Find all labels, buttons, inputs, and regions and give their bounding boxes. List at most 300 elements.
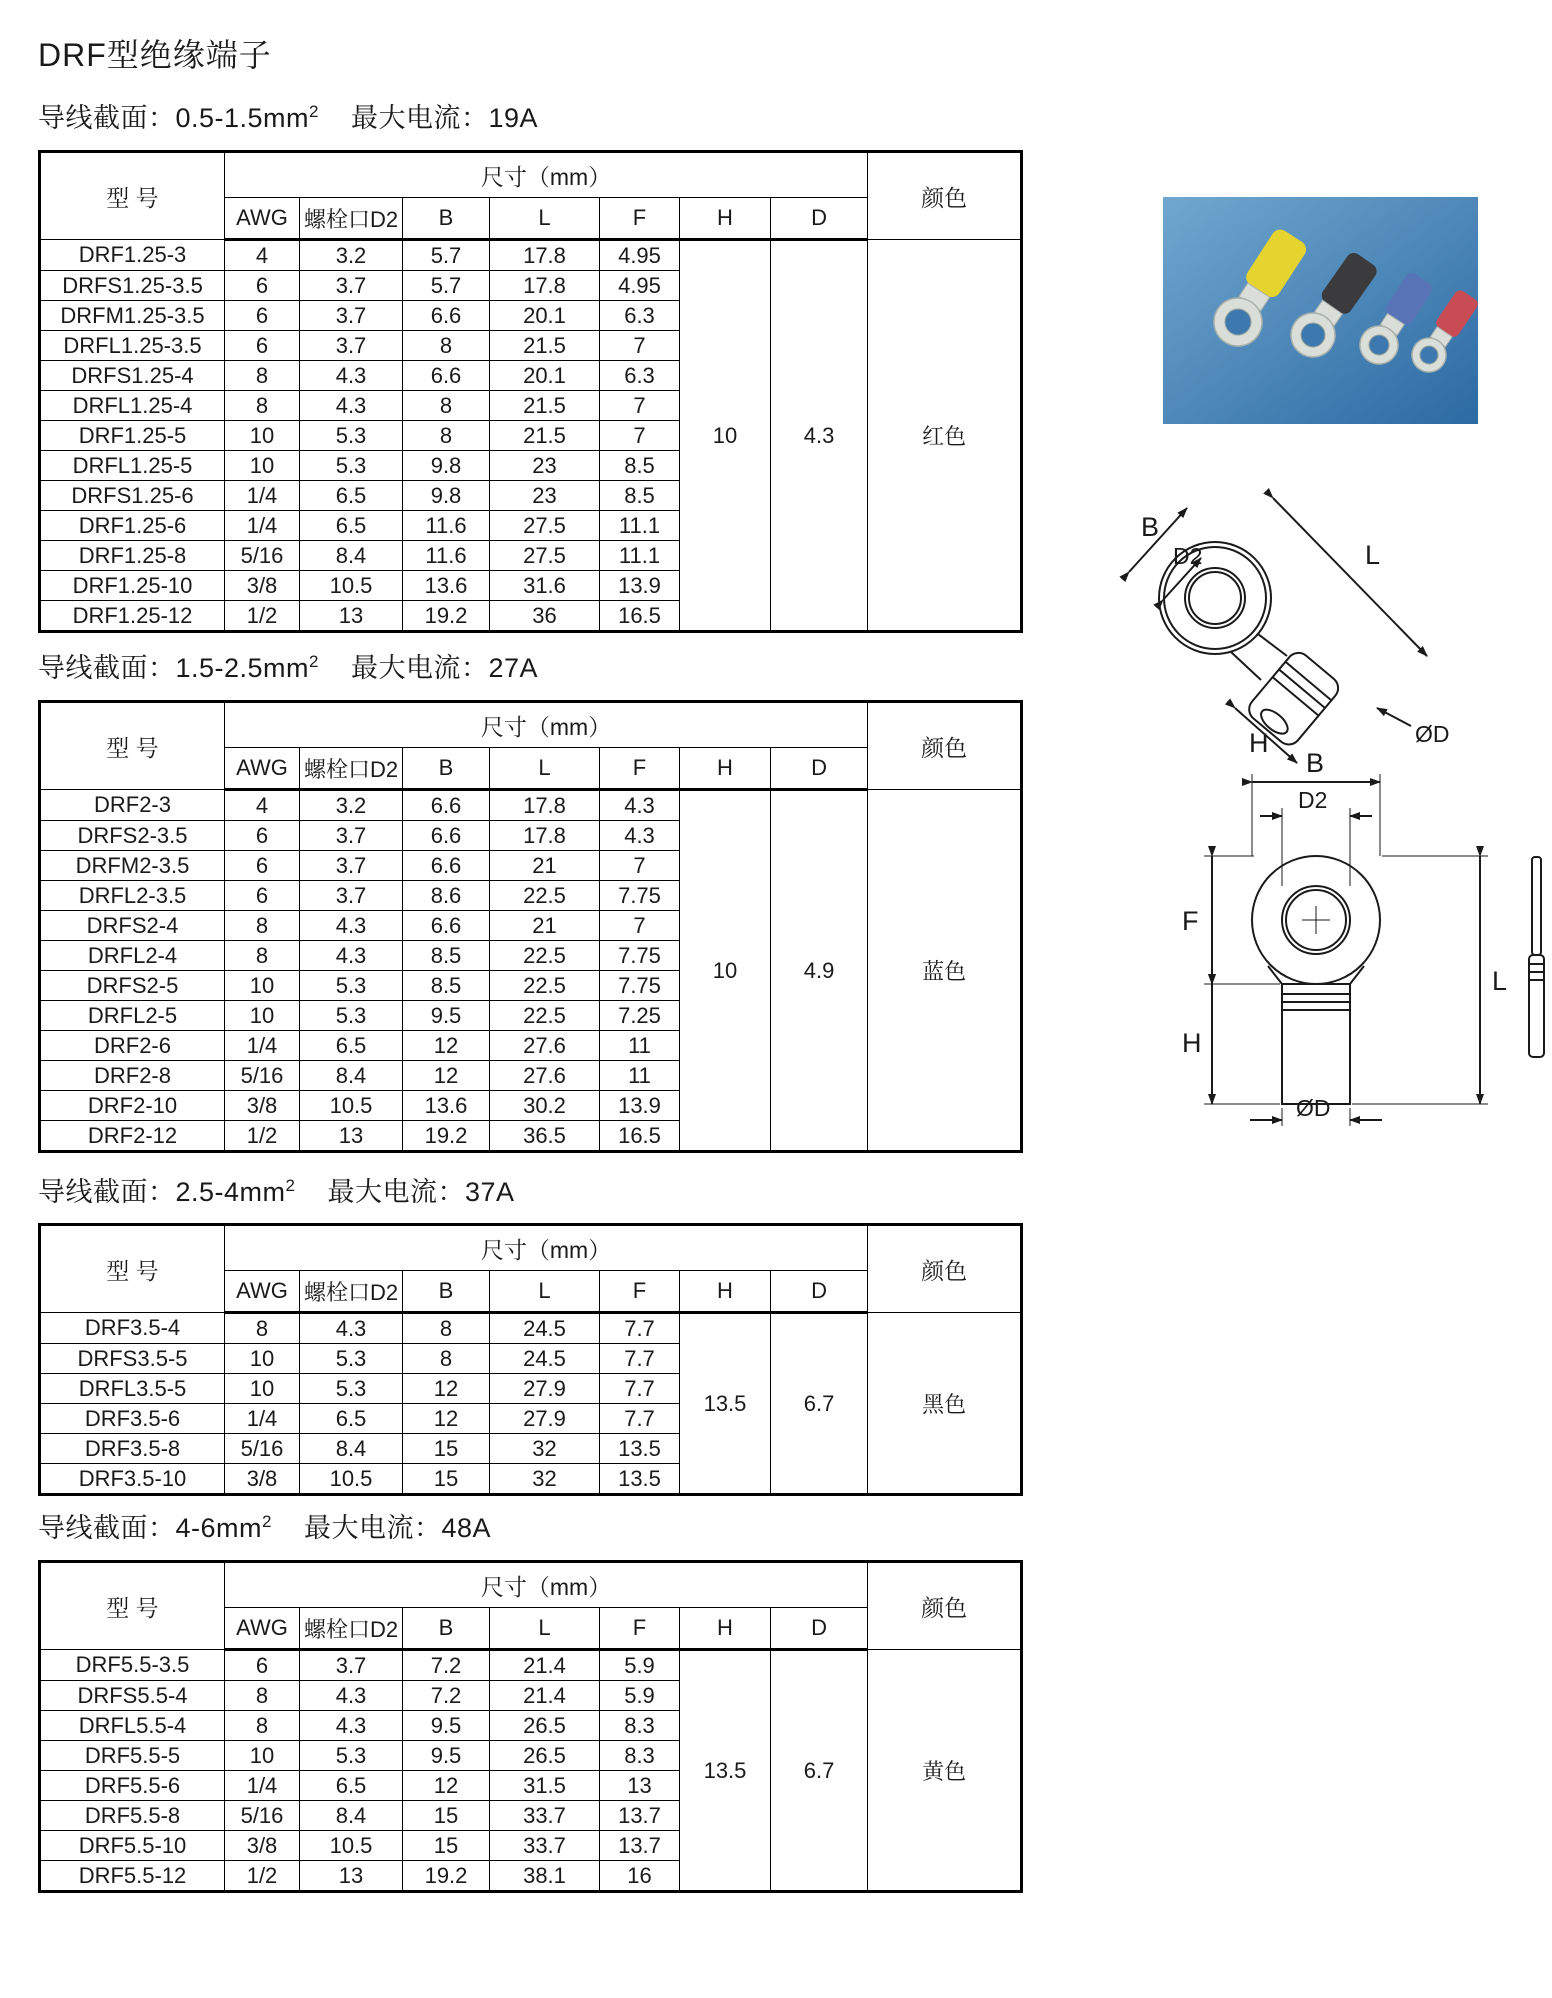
model-cell: DRFL2-4 bbox=[40, 941, 225, 971]
f-value-cell: 7 bbox=[600, 391, 680, 421]
h-header: H bbox=[680, 1608, 771, 1650]
dim-label-b: B bbox=[1306, 752, 1325, 778]
f-value-cell: 8.5 bbox=[600, 481, 680, 511]
orthographic-dimension-diagram bbox=[1150, 752, 1552, 1134]
b-value-cell: 12 bbox=[403, 1031, 490, 1061]
f-value-cell: 7 bbox=[600, 421, 680, 451]
awg-value-cell: 4 bbox=[225, 790, 300, 821]
wire-section-label: 导线截面： bbox=[38, 1513, 176, 1543]
f-value-cell: 7.7 bbox=[600, 1344, 680, 1374]
awg-value-cell: 3/8 bbox=[225, 571, 300, 601]
model-cell: DRF5.5-10 bbox=[40, 1831, 225, 1861]
dim-label-h: H bbox=[1182, 1028, 1202, 1058]
d-merged-cell: 4.9 bbox=[771, 790, 868, 1152]
size-header: 尺寸（mm） bbox=[225, 702, 868, 748]
awg-value-cell: 1/2 bbox=[225, 1861, 300, 1892]
d2-value-cell: 8.4 bbox=[300, 1061, 403, 1091]
b-value-cell: 8 bbox=[403, 331, 490, 361]
dim-label-d2: D2 bbox=[1298, 787, 1328, 813]
l-value-cell: 23 bbox=[490, 451, 600, 481]
model-cell: DRF2-10 bbox=[40, 1091, 225, 1121]
model-cell: DRF2-3 bbox=[40, 790, 225, 821]
awg-value-cell: 5/16 bbox=[225, 1801, 300, 1831]
product-photo bbox=[1163, 197, 1478, 424]
model-cell: DRF1.25-5 bbox=[40, 421, 225, 451]
color-merged-cell: 蓝色 bbox=[868, 790, 1022, 1152]
l-value-cell: 22.5 bbox=[490, 881, 600, 911]
size-header: 尺寸（mm） bbox=[225, 152, 868, 198]
d-merged-cell: 6.7 bbox=[771, 1313, 868, 1495]
f-value-cell: 4.95 bbox=[600, 240, 680, 271]
l-header: L bbox=[490, 748, 600, 790]
l-value-cell: 32 bbox=[490, 1434, 600, 1464]
color-merged-cell: 黄色 bbox=[868, 1650, 1022, 1892]
size-header: 尺寸（mm） bbox=[225, 1225, 868, 1271]
ring-terminals-photo bbox=[1163, 197, 1478, 424]
b-value-cell: 8.6 bbox=[403, 881, 490, 911]
awg-value-cell: 10 bbox=[225, 1374, 300, 1404]
awg-value-cell: 1/4 bbox=[225, 481, 300, 511]
section-3-subtitle bbox=[38, 1170, 515, 1209]
l-value-cell: 21.4 bbox=[490, 1650, 600, 1681]
model-header: 型 号 bbox=[40, 1562, 225, 1650]
max-current-label: 最大电流： bbox=[327, 1177, 465, 1207]
f-header: F bbox=[600, 748, 680, 790]
f-value-cell: 13.7 bbox=[600, 1831, 680, 1861]
f-value-cell: 16.5 bbox=[600, 1121, 680, 1152]
table-row bbox=[40, 790, 1022, 821]
b-value-cell: 13.6 bbox=[403, 571, 490, 601]
b-value-cell: 9.5 bbox=[403, 1741, 490, 1771]
d2-value-cell: 3.7 bbox=[300, 1650, 403, 1681]
d2-value-cell: 5.3 bbox=[300, 1001, 403, 1031]
f-value-cell: 7.25 bbox=[600, 1001, 680, 1031]
d2-value-cell: 4.3 bbox=[300, 911, 403, 941]
f-header: F bbox=[600, 1608, 680, 1650]
l-value-cell: 21.5 bbox=[490, 391, 600, 421]
h-merged-cell: 13.5 bbox=[680, 1313, 771, 1495]
b-value-cell: 9.5 bbox=[403, 1001, 490, 1031]
d2-value-cell: 3.7 bbox=[300, 271, 403, 301]
b-value-cell: 6.6 bbox=[403, 821, 490, 851]
l-value-cell: 27.5 bbox=[490, 511, 600, 541]
max-current-value: 27A bbox=[488, 653, 539, 683]
awg-value-cell: 8 bbox=[225, 941, 300, 971]
b-header: B bbox=[403, 1271, 490, 1313]
f-value-cell: 11.1 bbox=[600, 511, 680, 541]
d2-value-cell: 4.3 bbox=[300, 361, 403, 391]
model-cell: DRF2-6 bbox=[40, 1031, 225, 1061]
l-header: L bbox=[490, 1608, 600, 1650]
h-merged-cell: 10 bbox=[680, 790, 771, 1152]
wire-section-label: 导线截面： bbox=[38, 103, 176, 133]
f-value-cell: 7.75 bbox=[600, 941, 680, 971]
b-value-cell: 8 bbox=[403, 1313, 490, 1344]
d2-value-cell: 6.5 bbox=[300, 1404, 403, 1434]
awg-value-cell: 1/4 bbox=[225, 1404, 300, 1434]
bolt-d2-header: 螺栓口D2 bbox=[300, 1271, 403, 1313]
d2-value-cell: 6.5 bbox=[300, 511, 403, 541]
d2-value-cell: 3.7 bbox=[300, 821, 403, 851]
h-header: H bbox=[680, 1271, 771, 1313]
awg-value-cell: 6 bbox=[225, 821, 300, 851]
b-value-cell: 19.2 bbox=[403, 601, 490, 632]
model-cell: DRFL1.25-4 bbox=[40, 391, 225, 421]
section-4-subtitle bbox=[38, 1506, 491, 1545]
model-header: 型 号 bbox=[40, 702, 225, 790]
dim-label-b: B bbox=[1141, 512, 1160, 542]
b-value-cell: 8.5 bbox=[403, 971, 490, 1001]
model-cell: DRFS2-5 bbox=[40, 971, 225, 1001]
b-value-cell: 12 bbox=[403, 1374, 490, 1404]
model-cell: DRFS1.25-3.5 bbox=[40, 271, 225, 301]
l-value-cell: 27.9 bbox=[490, 1404, 600, 1434]
awg-value-cell: 6 bbox=[225, 301, 300, 331]
d-merged-cell: 4.3 bbox=[771, 240, 868, 632]
max-current-label: 最大电流： bbox=[351, 103, 489, 133]
model-cell: DRF3.5-8 bbox=[40, 1434, 225, 1464]
d-merged-cell: 6.7 bbox=[771, 1650, 868, 1892]
wire-section-range: 0.5-1.5mm bbox=[175, 103, 310, 133]
b-value-cell: 19.2 bbox=[403, 1861, 490, 1892]
f-value-cell: 8.3 bbox=[600, 1741, 680, 1771]
d-header: D bbox=[771, 748, 868, 790]
model-cell: DRFS2-4 bbox=[40, 911, 225, 941]
b-value-cell: 8 bbox=[403, 421, 490, 451]
color-merged-cell: 黑色 bbox=[868, 1313, 1022, 1495]
squared-exponent: 2 bbox=[309, 102, 320, 121]
model-cell: DRF2-8 bbox=[40, 1061, 225, 1091]
dim-label-l: L bbox=[1492, 966, 1508, 996]
table-row bbox=[40, 1313, 1022, 1344]
l-value-cell: 22.5 bbox=[490, 1001, 600, 1031]
color-header: 颜色 bbox=[868, 152, 1022, 240]
d2-value-cell: 5.3 bbox=[300, 1741, 403, 1771]
spec-table-1 bbox=[38, 150, 1023, 633]
bolt-d2-header: 螺栓口D2 bbox=[300, 748, 403, 790]
b-value-cell: 6.6 bbox=[403, 790, 490, 821]
d-header: D bbox=[771, 1271, 868, 1313]
b-value-cell: 19.2 bbox=[403, 1121, 490, 1152]
awg-value-cell: 8 bbox=[225, 391, 300, 421]
awg-value-cell: 4 bbox=[225, 240, 300, 271]
d2-value-cell: 8.4 bbox=[300, 1801, 403, 1831]
model-cell: DRFM2-3.5 bbox=[40, 851, 225, 881]
f-value-cell: 11 bbox=[600, 1031, 680, 1061]
dim-label-od: ØD bbox=[1296, 1095, 1331, 1121]
dim-label-h: H bbox=[1249, 728, 1269, 758]
b-value-cell: 15 bbox=[403, 1831, 490, 1861]
l-value-cell: 27.5 bbox=[490, 541, 600, 571]
b-value-cell: 6.6 bbox=[403, 911, 490, 941]
spec-table-3 bbox=[38, 1223, 1023, 1496]
awg-value-cell: 8 bbox=[225, 911, 300, 941]
l-value-cell: 20.1 bbox=[490, 361, 600, 391]
d2-value-cell: 10.5 bbox=[300, 1464, 403, 1495]
l-value-cell: 38.1 bbox=[490, 1861, 600, 1892]
l-value-cell: 24.5 bbox=[490, 1344, 600, 1374]
model-cell: DRF3.5-4 bbox=[40, 1313, 225, 1344]
awg-header: AWG bbox=[225, 1271, 300, 1313]
d2-value-cell: 3.7 bbox=[300, 851, 403, 881]
awg-header: AWG bbox=[225, 748, 300, 790]
bolt-d2-header: 螺栓口D2 bbox=[300, 1608, 403, 1650]
l-value-cell: 17.8 bbox=[490, 240, 600, 271]
b-value-cell: 12 bbox=[403, 1061, 490, 1091]
d2-value-cell: 5.3 bbox=[300, 451, 403, 481]
l-value-cell: 22.5 bbox=[490, 941, 600, 971]
b-header: B bbox=[403, 748, 490, 790]
f-value-cell: 7.7 bbox=[600, 1313, 680, 1344]
d2-value-cell: 10.5 bbox=[300, 1831, 403, 1861]
f-value-cell: 7 bbox=[600, 851, 680, 881]
l-value-cell: 26.5 bbox=[490, 1711, 600, 1741]
l-value-cell: 33.7 bbox=[490, 1801, 600, 1831]
b-value-cell: 11.6 bbox=[403, 541, 490, 571]
model-cell: DRF5.5-8 bbox=[40, 1801, 225, 1831]
wire-section-range: 1.5-2.5mm bbox=[175, 653, 310, 683]
awg-value-cell: 5/16 bbox=[225, 1434, 300, 1464]
table-row bbox=[40, 1650, 1022, 1681]
l-value-cell: 21 bbox=[490, 911, 600, 941]
d2-value-cell: 3.2 bbox=[300, 790, 403, 821]
model-cell: DRFL1.25-3.5 bbox=[40, 331, 225, 361]
awg-value-cell: 10 bbox=[225, 421, 300, 451]
f-value-cell: 13.9 bbox=[600, 571, 680, 601]
d2-value-cell: 4.3 bbox=[300, 1681, 403, 1711]
b-value-cell: 12 bbox=[403, 1404, 490, 1434]
model-cell: DRFS1.25-4 bbox=[40, 361, 225, 391]
awg-header: AWG bbox=[225, 198, 300, 240]
b-value-cell: 15 bbox=[403, 1801, 490, 1831]
d2-value-cell: 3.7 bbox=[300, 301, 403, 331]
max-current-value: 19A bbox=[488, 103, 539, 133]
d2-value-cell: 5.3 bbox=[300, 1344, 403, 1374]
b-value-cell: 9.8 bbox=[403, 451, 490, 481]
awg-value-cell: 8 bbox=[225, 1681, 300, 1711]
b-header: B bbox=[403, 198, 490, 240]
awg-value-cell: 5/16 bbox=[225, 541, 300, 571]
d2-value-cell: 3.7 bbox=[300, 331, 403, 361]
color-header: 颜色 bbox=[868, 702, 1022, 790]
b-value-cell: 9.8 bbox=[403, 481, 490, 511]
b-header: B bbox=[403, 1608, 490, 1650]
f-value-cell: 6.3 bbox=[600, 361, 680, 391]
f-value-cell: 4.95 bbox=[600, 271, 680, 301]
squared-exponent: 2 bbox=[309, 652, 320, 671]
b-value-cell: 15 bbox=[403, 1464, 490, 1495]
d2-value-cell: 8.4 bbox=[300, 1434, 403, 1464]
awg-value-cell: 8 bbox=[225, 1711, 300, 1741]
l-value-cell: 17.8 bbox=[490, 821, 600, 851]
max-current-value: 37A bbox=[465, 1177, 515, 1207]
dim-label-l: L bbox=[1365, 540, 1381, 570]
model-cell: DRFL2-5 bbox=[40, 1001, 225, 1031]
f-value-cell: 8.5 bbox=[600, 451, 680, 481]
model-header: 型 号 bbox=[40, 152, 225, 240]
awg-value-cell: 3/8 bbox=[225, 1464, 300, 1495]
awg-value-cell: 6 bbox=[225, 331, 300, 361]
f-value-cell: 7.75 bbox=[600, 971, 680, 1001]
b-value-cell: 7.2 bbox=[403, 1650, 490, 1681]
section-2-subtitle bbox=[38, 646, 538, 685]
d2-value-cell: 4.3 bbox=[300, 1711, 403, 1741]
f-header: F bbox=[600, 198, 680, 240]
f-value-cell: 13.5 bbox=[600, 1434, 680, 1464]
awg-value-cell: 8 bbox=[225, 361, 300, 391]
d2-value-cell: 8.4 bbox=[300, 541, 403, 571]
color-header: 颜色 bbox=[868, 1562, 1022, 1650]
l-value-cell: 22.5 bbox=[490, 971, 600, 1001]
f-value-cell: 16 bbox=[600, 1861, 680, 1892]
l-value-cell: 27.9 bbox=[490, 1374, 600, 1404]
isometric-dimension-diagram bbox=[1115, 480, 1495, 770]
f-value-cell: 5.9 bbox=[600, 1650, 680, 1681]
l-value-cell: 36.5 bbox=[490, 1121, 600, 1152]
awg-value-cell: 8 bbox=[225, 1313, 300, 1344]
l-value-cell: 21.5 bbox=[490, 331, 600, 361]
d2-value-cell: 4.3 bbox=[300, 941, 403, 971]
model-cell: DRF3.5-10 bbox=[40, 1464, 225, 1495]
f-value-cell: 13.9 bbox=[600, 1091, 680, 1121]
d2-value-cell: 5.3 bbox=[300, 971, 403, 1001]
d2-value-cell: 6.5 bbox=[300, 1031, 403, 1061]
d2-value-cell: 5.3 bbox=[300, 1374, 403, 1404]
awg-value-cell: 1/4 bbox=[225, 511, 300, 541]
b-value-cell: 5.7 bbox=[403, 240, 490, 271]
dim-label-f: F bbox=[1182, 906, 1199, 936]
page-title: DRF型绝缘端子 bbox=[38, 37, 272, 73]
d2-value-cell: 4.3 bbox=[300, 391, 403, 421]
dim-label-d2: D2 bbox=[1173, 543, 1203, 569]
dim-label-od: ØD bbox=[1415, 721, 1450, 747]
color-header: 颜色 bbox=[868, 1225, 1022, 1313]
d2-value-cell: 10.5 bbox=[300, 1091, 403, 1121]
section-1-subtitle bbox=[38, 96, 538, 135]
l-value-cell: 32 bbox=[490, 1464, 600, 1495]
awg-value-cell: 10 bbox=[225, 971, 300, 1001]
d-header: D bbox=[771, 1608, 868, 1650]
f-value-cell: 13.5 bbox=[600, 1464, 680, 1495]
d2-value-cell: 5.3 bbox=[300, 421, 403, 451]
h-header: H bbox=[680, 198, 771, 240]
b-value-cell: 13.6 bbox=[403, 1091, 490, 1121]
model-cell: DRF1.25-10 bbox=[40, 571, 225, 601]
awg-value-cell: 10 bbox=[225, 1001, 300, 1031]
model-cell: DRFS2-3.5 bbox=[40, 821, 225, 851]
f-value-cell: 7.7 bbox=[600, 1404, 680, 1434]
awg-value-cell: 6 bbox=[225, 1650, 300, 1681]
l-value-cell: 20.1 bbox=[490, 301, 600, 331]
f-value-cell: 7 bbox=[600, 911, 680, 941]
l-value-cell: 36 bbox=[490, 601, 600, 632]
f-value-cell: 7.75 bbox=[600, 881, 680, 911]
awg-value-cell: 6 bbox=[225, 271, 300, 301]
d2-value-cell: 10.5 bbox=[300, 571, 403, 601]
l-value-cell: 21.5 bbox=[490, 421, 600, 451]
max-current-label: 最大电流： bbox=[303, 1513, 442, 1543]
l-value-cell: 17.8 bbox=[490, 790, 600, 821]
l-value-cell: 31.6 bbox=[490, 571, 600, 601]
b-value-cell: 6.6 bbox=[403, 301, 490, 331]
l-value-cell: 33.7 bbox=[490, 1831, 600, 1861]
awg-value-cell: 1/4 bbox=[225, 1031, 300, 1061]
model-cell: DRF1.25-6 bbox=[40, 511, 225, 541]
f-value-cell: 4.3 bbox=[600, 790, 680, 821]
f-value-cell: 7 bbox=[600, 331, 680, 361]
awg-value-cell: 5/16 bbox=[225, 1061, 300, 1091]
awg-header: AWG bbox=[225, 1608, 300, 1650]
model-cell: DRFL5.5-4 bbox=[40, 1711, 225, 1741]
max-current-value: 48A bbox=[441, 1513, 492, 1543]
model-cell: DRFS1.25-6 bbox=[40, 481, 225, 511]
model-cell: DRF5.5-6 bbox=[40, 1771, 225, 1801]
b-value-cell: 7.2 bbox=[403, 1681, 490, 1711]
model-cell: DRF5.5-5 bbox=[40, 1741, 225, 1771]
l-value-cell: 23 bbox=[490, 481, 600, 511]
d2-value-cell: 3.7 bbox=[300, 881, 403, 911]
d2-value-cell: 13 bbox=[300, 1121, 403, 1152]
awg-value-cell: 10 bbox=[225, 1344, 300, 1374]
d2-value-cell: 6.5 bbox=[300, 1771, 403, 1801]
b-value-cell: 9.5 bbox=[403, 1711, 490, 1741]
b-value-cell: 11.6 bbox=[403, 511, 490, 541]
b-value-cell: 8 bbox=[403, 1344, 490, 1374]
model-cell: DRFL1.25-5 bbox=[40, 451, 225, 481]
model-cell: DRF3.5-6 bbox=[40, 1404, 225, 1434]
awg-value-cell: 1/2 bbox=[225, 601, 300, 632]
table-row bbox=[40, 240, 1022, 271]
f-value-cell: 8.3 bbox=[600, 1711, 680, 1741]
max-current-label: 最大电流： bbox=[351, 653, 489, 683]
model-cell: DRFS3.5-5 bbox=[40, 1344, 225, 1374]
b-value-cell: 8.5 bbox=[403, 941, 490, 971]
awg-value-cell: 6 bbox=[225, 881, 300, 911]
f-value-cell: 16.5 bbox=[600, 601, 680, 632]
model-cell: DRF5.5-3.5 bbox=[40, 1650, 225, 1681]
model-cell: DRFM1.25-3.5 bbox=[40, 301, 225, 331]
wire-section-range: 2.5-4mm bbox=[175, 1177, 286, 1207]
f-value-cell: 13.7 bbox=[600, 1801, 680, 1831]
b-value-cell: 6.6 bbox=[403, 361, 490, 391]
h-merged-cell: 10 bbox=[680, 240, 771, 632]
l-value-cell: 31.5 bbox=[490, 1771, 600, 1801]
model-cell: DRF2-12 bbox=[40, 1121, 225, 1152]
awg-value-cell: 1/2 bbox=[225, 1121, 300, 1152]
wire-section-label: 导线截面： bbox=[38, 653, 176, 683]
f-header: F bbox=[600, 1271, 680, 1313]
l-value-cell: 27.6 bbox=[490, 1031, 600, 1061]
l-value-cell: 24.5 bbox=[490, 1313, 600, 1344]
d2-value-cell: 13 bbox=[300, 1861, 403, 1892]
bolt-d2-header: 螺栓口D2 bbox=[300, 198, 403, 240]
l-value-cell: 21 bbox=[490, 851, 600, 881]
model-cell: DRFL3.5-5 bbox=[40, 1374, 225, 1404]
squared-exponent: 2 bbox=[262, 1512, 272, 1531]
wire-section-range: 4-6mm bbox=[175, 1513, 263, 1543]
l-value-cell: 26.5 bbox=[490, 1741, 600, 1771]
model-cell: DRFL2-3.5 bbox=[40, 881, 225, 911]
l-value-cell: 27.6 bbox=[490, 1061, 600, 1091]
squared-exponent: 2 bbox=[285, 1176, 296, 1195]
d-header: D bbox=[771, 198, 868, 240]
d2-value-cell: 3.2 bbox=[300, 240, 403, 271]
model-cell: DRF1.25-8 bbox=[40, 541, 225, 571]
f-value-cell: 13 bbox=[600, 1771, 680, 1801]
d2-value-cell: 13 bbox=[300, 601, 403, 632]
awg-value-cell: 6 bbox=[225, 851, 300, 881]
h-merged-cell: 13.5 bbox=[680, 1650, 771, 1892]
